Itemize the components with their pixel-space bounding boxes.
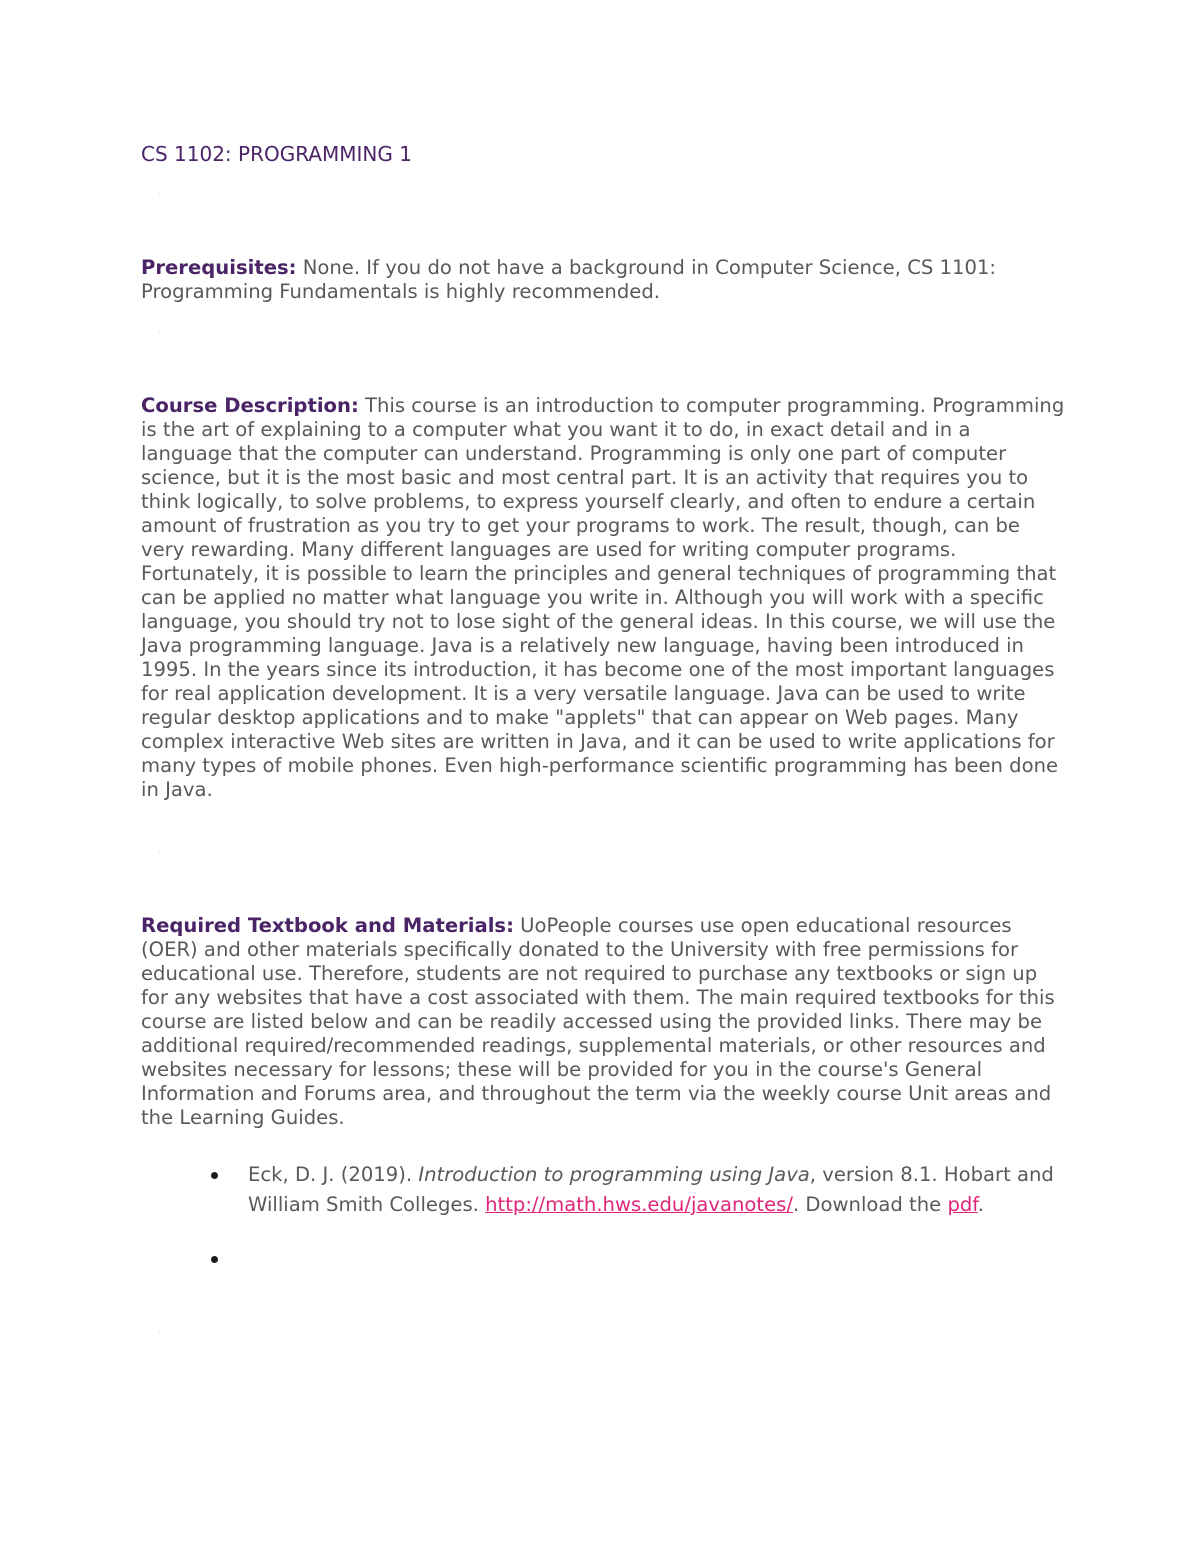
javanotes-link[interactable]: http://math.hws.edu/javanotes/ [485, 1193, 793, 1216]
page-title: CS 1102: PROGRAMMING 1 [141, 142, 412, 166]
empty-paragraph-mark: · [158, 848, 161, 857]
prerequisites-label: Prerequisites: [141, 256, 297, 279]
reference-details: , version 8.1. Hobart and William Smith Colleges. [248, 1163, 1054, 1216]
prerequisites-paragraph [141, 256, 1066, 304]
required-materials-label: Required Textbook and Materials: [141, 914, 514, 937]
required-materials-paragraph [141, 914, 1066, 1130]
course-description-text: This course is an introduction to computer programming. Programming is the art of explaining to a computer what you want it to do, in exact detail and in a language that the computer can understand. Programming is only one part of computer science, but it is the most basic and most central part. It is an activity that requires you to think logically, to solve problems, to express yourself clearly, and often to endure a certain amount of frustration as you try to get your programs to work. The result, though, can be very rewarding. Many different languages are used for writing computer programs. Fortunately, it is possible to learn the principles and general techniques of programming that can be applied no matter what language you write in. Although you will work with a specific language, you should try not to lose sight of the general ideas. In this course, we will use the Java programming language. Java is a relatively new language, having been introduced in 1995. In the years since its introduction, it has become one of the most important languages for real application development. It is a very versatile language. Java can be used to write regular desktop applications and to make "applets" that can appear on Web pages. Many complex interactive Web sites are written in Java, and it can be used to write applications for many types of mobile phones. Even high-performance scientific programming has been done in Java. [141, 394, 1065, 801]
course-description-label: Course Description: [141, 394, 359, 417]
empty-paragraph-mark: · [158, 328, 161, 337]
reference-list [141, 1160, 1066, 1274]
prerequisites-text: None. If you do not have a background in Computer Science, CS 1101: Programming Fundamentals is highly recommended. [141, 256, 997, 303]
list-item [141, 1160, 1066, 1220]
required-materials-text: UoPeople courses use open educational resources (OER) and other materials specifically donated to the University with free permissions for educational use. Therefore, students are not required to purchase any textbooks or sign up for any websites that have a cost associated with them. The main required textbooks for this course are listed below and can be readily accessed using the provided links. There may be additional required/recommended readings, supplemental materials, or other resources and websites necessary for lessons; these will be provided for you in the course's General Information and Forums area, and throughout the term via the weekly course Unit areas and the Learning Guides. [141, 914, 1055, 1129]
reference-after-url: . Download the [792, 1193, 948, 1216]
bullet-icon [211, 1172, 218, 1179]
reference-book-title: Introduction to programming using Java [418, 1163, 810, 1186]
pdf-link[interactable]: pdf [947, 1193, 978, 1216]
course-description-paragraph [141, 394, 1066, 802]
empty-paragraph-mark: · [158, 190, 161, 199]
list-item [141, 1244, 1066, 1274]
empty-paragraph-mark: · [158, 1328, 161, 1337]
bullet-icon [211, 1256, 218, 1263]
reference-author: Eck, D. J. (2019). [248, 1163, 419, 1186]
reference-end: . [977, 1193, 985, 1216]
